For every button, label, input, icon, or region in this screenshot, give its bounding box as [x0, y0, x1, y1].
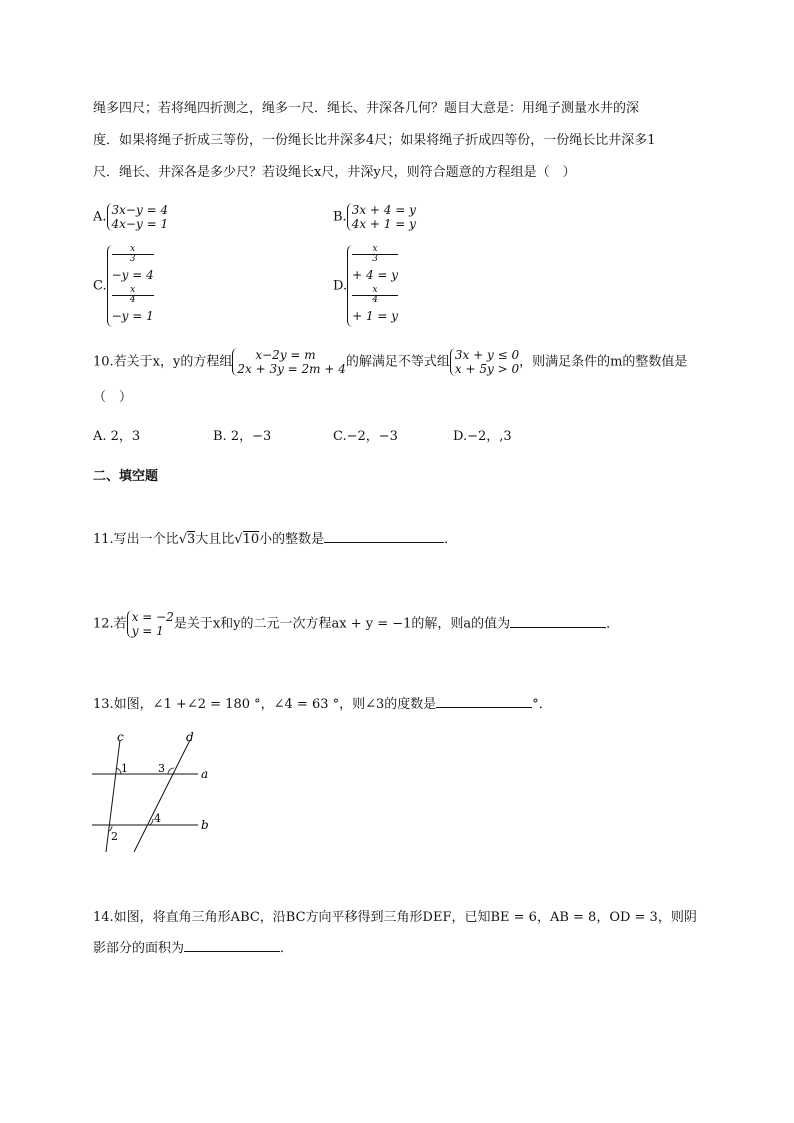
sqrt-symbol: √ — [178, 532, 187, 547]
q14-line-2: 影部分的面积为 ． — [93, 941, 294, 956]
q10-inequality-system: 3x + y ≤ 0 x + 5y > 0 — [450, 348, 519, 376]
q9-option-c-label: C. — [93, 278, 107, 294]
q9-option-a-label: A. — [93, 209, 107, 225]
label-d: d — [186, 730, 194, 744]
q9-option-a[interactable] — [93, 203, 168, 231]
q9-option-b-system: 3x + 4 = y 4x + 1 = y — [347, 203, 416, 231]
q12: 12.若 x = −2 y = 1 是关于x和y的二元一次方程ax + y = −1的解，则a的值为 ． — [93, 610, 620, 638]
q10-stem — [93, 348, 687, 376]
q10-option-a[interactable]: A. 2，3 — [93, 429, 141, 444]
section-heading-fill-in: 二、填空题 — [93, 469, 159, 484]
q9-option-b-label: B. — [333, 209, 347, 225]
q13-answer-blank[interactable] — [436, 707, 532, 708]
q10-prefix: 10.若关于x，y的方程组 — [93, 354, 233, 370]
q10-option-c[interactable]: C.−2，−3 — [333, 429, 398, 444]
q10-equation-system: x−2y = m 2x + 3y = 2m + 4 — [232, 348, 346, 376]
q11: 11.写出一个比√3大且比√10小的整数是 ． — [93, 532, 458, 547]
q9-option-d-label: D. — [333, 278, 348, 294]
q12-answer-blank[interactable] — [510, 627, 606, 628]
q9-line-2: 度．如果将绳子折成三等份，一份绳长比井深多4尺；如果将绳子折成四等份，一份绳长比井深多1 — [93, 133, 656, 148]
q9-option-b[interactable] — [333, 203, 416, 231]
q9-option-c-system: x 3 −y = 4 x 4 −y = 1 — [107, 245, 154, 327]
q14-answer-blank[interactable] — [184, 951, 280, 952]
label-b: b — [201, 818, 209, 832]
q9-option-d[interactable] — [333, 245, 398, 327]
q9-option-d-system: x 3 + 4 = y x 4 + 1 = y — [347, 245, 398, 327]
q10-option-b[interactable]: B. 2，−3 — [213, 429, 272, 444]
q10-suffix: ，则满足条件的m的整数值是 — [519, 354, 688, 370]
q14-line-1: 14.如图，将直角三角形ABC，沿BC方向平移得到三角形DEF，已知BE = 6，AB = 8，OD = 3，则阴 — [93, 910, 697, 925]
q10-mid-text: 的解满足不等式组 — [345, 354, 450, 370]
line-d — [134, 740, 190, 852]
label-3: 3 — [158, 762, 165, 775]
q11-answer-blank[interactable] — [324, 542, 444, 543]
label-c: c — [117, 730, 124, 744]
q9-option-a-system: 3x−y = 4 4x−y = 1 — [107, 203, 169, 231]
sqrt-symbol: √ — [234, 532, 243, 547]
q13: 13.如图，∠1 +∠2 = 180 °，∠4 = 63 °，则∠3的度数是 °． — [93, 697, 552, 712]
q12-solution-system: x = −2 y = 1 — [127, 610, 174, 638]
label-a: a — [201, 767, 209, 781]
label-1: 1 — [121, 762, 128, 775]
label-4: 4 — [154, 812, 161, 825]
q9-option-c[interactable] — [93, 245, 154, 327]
q10-option-d[interactable]: D.−2，,3 — [453, 429, 512, 444]
q9-line-1: 绳多四尺；若将绳四折测之，绳多一尺．绳长、井深各几何？题目大意是：用绳子测量水井的深 — [93, 101, 640, 116]
q9-line-3: 尺．绳长、井深各是多少尺？若设绳长x尺，井深y尺，则符合题意的方程组是（ ） — [93, 165, 576, 180]
q10-paren: （ ） — [93, 390, 133, 405]
q13-figure — [90, 728, 220, 856]
label-2: 2 — [111, 830, 118, 843]
